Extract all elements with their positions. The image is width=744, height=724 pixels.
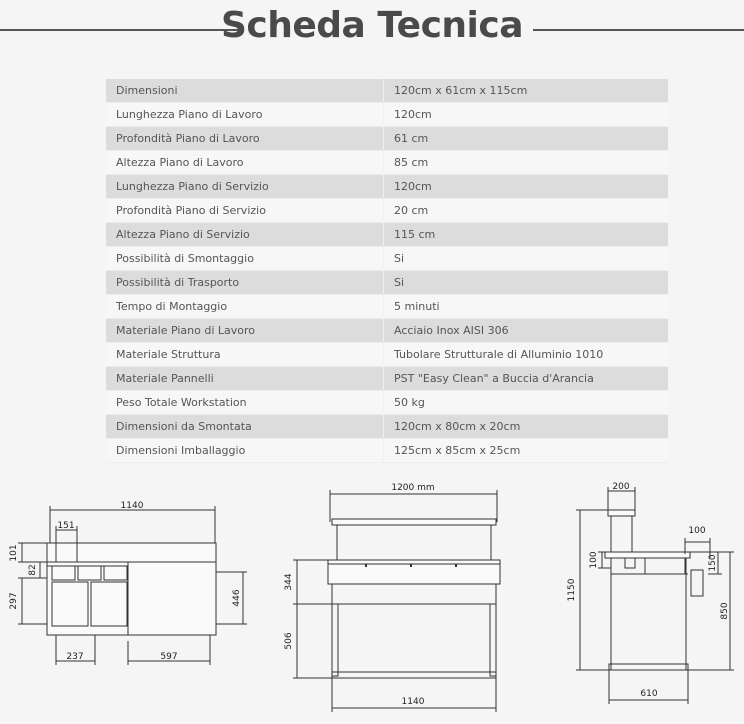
spec-value: Si <box>384 247 669 271</box>
dim-upper: 344 <box>284 573 294 591</box>
spec-label: Possibilità di Trasporto <box>106 271 384 295</box>
spec-value: PST "Easy Clean" a Buccia d'Arancia <box>384 367 669 391</box>
spec-value: 115 cm <box>384 223 669 247</box>
spec-label: Possibilità di Smontaggio <box>106 247 384 271</box>
spec-label: Profondità Piano di Servizio <box>106 199 384 223</box>
spec-row <box>106 439 668 463</box>
dim-height: 1150 <box>567 578 577 602</box>
top-view-drawing <box>0 496 250 696</box>
spec-row <box>106 223 668 247</box>
dim-h3: 297 <box>9 592 19 610</box>
spec-label: Profondità Piano di Lavoro <box>106 127 384 151</box>
dim-depth: 446 <box>232 589 242 607</box>
front-view-drawing <box>275 478 510 718</box>
title-divider-right <box>533 29 744 31</box>
spec-row <box>106 175 668 199</box>
spec-value: 20 cm <box>384 199 669 223</box>
spec-row <box>106 343 668 367</box>
spec-value: 85 cm <box>384 151 669 175</box>
dim-drawer: 151 <box>57 521 75 531</box>
spec-value: Acciaio Inox AISI 306 <box>384 319 669 343</box>
dim-width: 1140 <box>120 501 144 511</box>
dim-shelf-h: 150 <box>708 554 718 572</box>
spec-label: Altezza Piano di Lavoro <box>106 151 384 175</box>
spec-value: Si <box>384 271 669 295</box>
spec-value: Tubolare Strutturale di Alluminio 1010 <box>384 343 669 367</box>
spec-value: 125cm x 85cm x 25cm <box>384 439 669 463</box>
page-title: Scheda Tecnica <box>220 5 524 46</box>
spec-value: 61 cm <box>384 127 669 151</box>
spec-row <box>106 415 668 439</box>
spec-value: 120cm <box>384 103 669 127</box>
dim-h1: 101 <box>9 544 19 562</box>
spec-value: 120cm <box>384 175 669 199</box>
spec-row <box>106 391 668 415</box>
spec-row <box>106 271 668 295</box>
spec-label: Lunghezza Piano di Lavoro <box>106 103 384 127</box>
dim-bottom-right: 597 <box>160 652 178 662</box>
spec-row <box>106 247 668 271</box>
dim-top: 200 <box>612 482 630 492</box>
dim-work-h: 850 <box>720 602 730 620</box>
spec-value: 50 kg <box>384 391 669 415</box>
spec-label: Lunghezza Piano di Servizio <box>106 175 384 199</box>
spec-label: Dimensioni Imballaggio <box>106 439 384 463</box>
spec-row <box>106 367 668 391</box>
spec-row <box>106 199 668 223</box>
spec-row <box>106 295 668 319</box>
spec-row <box>106 103 668 127</box>
dim-side-depth: 610 <box>640 689 658 699</box>
spec-label: Materiale Struttura <box>106 343 384 367</box>
spec-value: 120cm x 80cm x 20cm <box>384 415 669 439</box>
spec-row <box>106 79 668 103</box>
spec-label: Peso Totale Workstation <box>106 391 384 415</box>
spec-row <box>106 319 668 343</box>
spec-label: Materiale Pannelli <box>106 367 384 391</box>
spec-value: 120cm x 61cm x 115cm <box>384 79 669 103</box>
spec-label: Materiale Piano di Lavoro <box>106 319 384 343</box>
dim-small: 100 <box>589 551 599 569</box>
dim-bottom-width: 1140 <box>401 697 425 707</box>
dim-lower: 506 <box>284 632 294 650</box>
dim-shelf: 100 <box>688 526 706 536</box>
dim-h2: 82 <box>28 564 38 576</box>
spec-row <box>106 151 668 175</box>
spec-value: 5 minuti <box>384 295 669 319</box>
side-view-drawing <box>560 478 744 718</box>
dim-top-width: 1200 mm <box>391 483 435 493</box>
spec-label: Tempo di Montaggio <box>106 295 384 319</box>
spec-label: Dimensioni da Smontata <box>106 415 384 439</box>
spec-row <box>106 127 668 151</box>
title-row <box>0 0 744 56</box>
spec-label: Dimensioni <box>106 79 384 103</box>
spec-table <box>106 79 668 463</box>
dim-bottom-left: 237 <box>66 652 84 662</box>
spec-label: Altezza Piano di Servizio <box>106 223 384 247</box>
